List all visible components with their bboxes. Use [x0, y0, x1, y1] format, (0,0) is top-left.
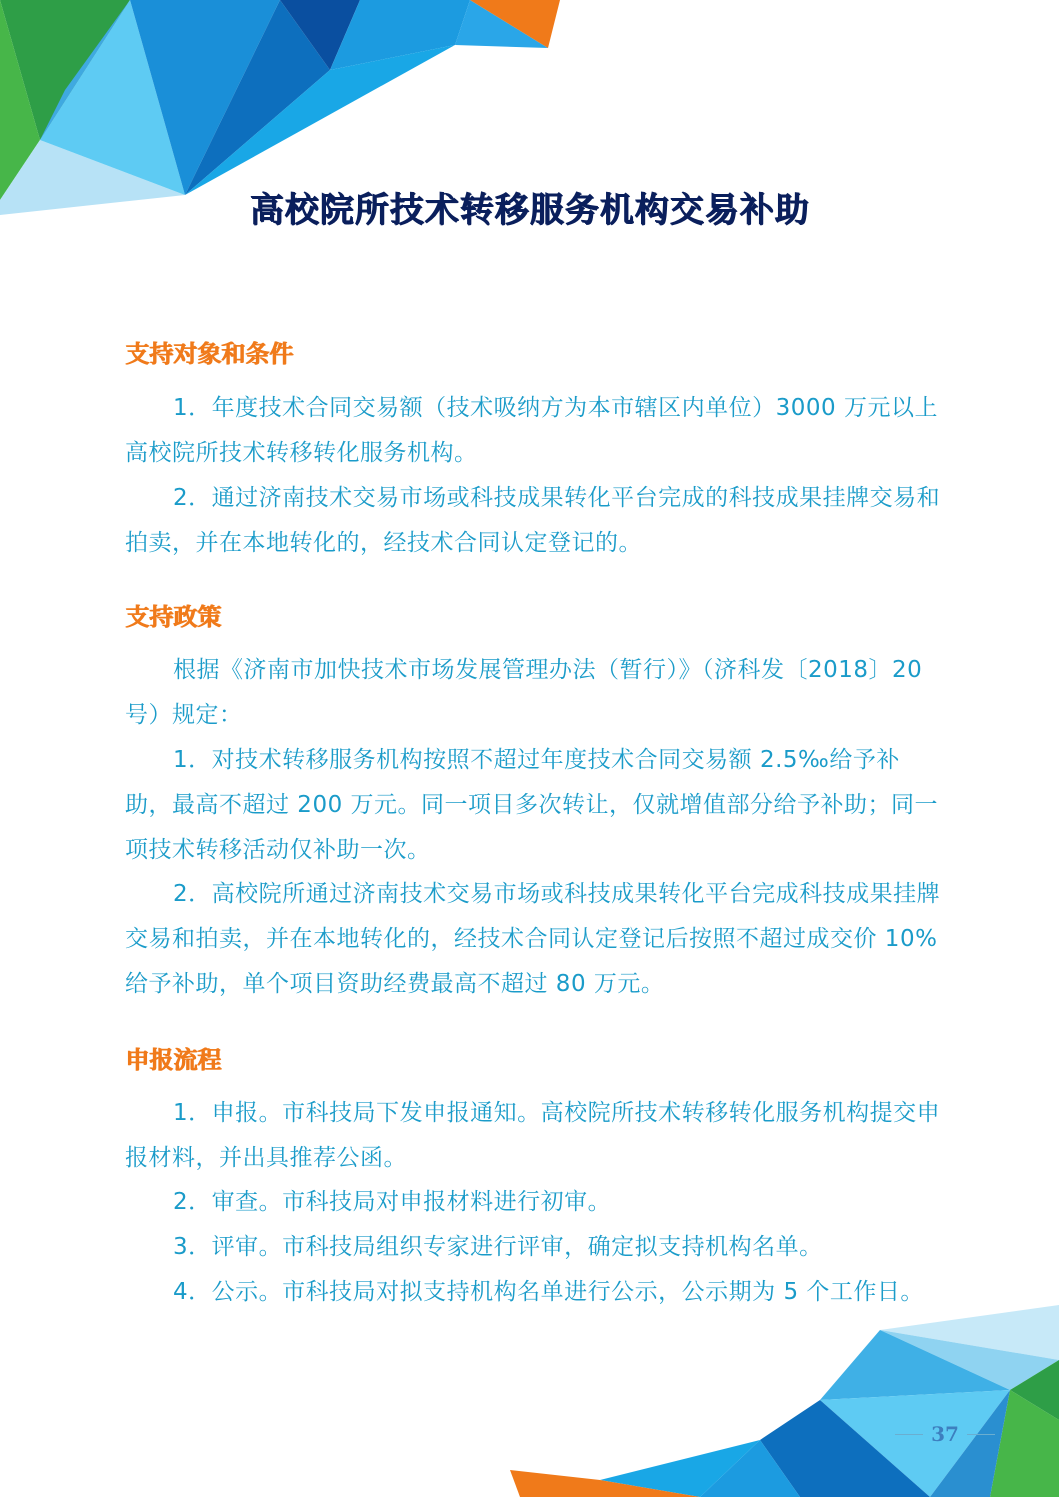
paragraph: 1．申报。市科技局下发申报通知。高校院所技术转移转化服务机构提交申报材料，并出具推荐公函。	[125, 1100, 941, 1171]
section-heading-process: 申报流程	[125, 1045, 221, 1074]
paragraph: 1．年度技术合同交易额（技术吸纳方为本市辖区内单位）3000 万元以上高校院所技术转移转化服务机构。	[125, 395, 938, 466]
page-number-text: 37	[931, 1422, 959, 1446]
paragraph: 2．通过济南技术交易市场或科技成果转化平台完成的科技成果挂牌交易和拍卖，并在本地转化的，经技术合同认定登记的。	[125, 485, 941, 556]
page-number-rule-left	[895, 1434, 923, 1435]
section-heading-policy: 支持政策	[125, 602, 221, 631]
section-heading-eligibility: 支持对象和条件	[125, 339, 293, 368]
page-number	[895, 1419, 995, 1449]
paragraph: 根据《济南市加快技术市场发展管理办法（暂行）》（济科发〔2018〕20 号）规定：	[125, 657, 923, 728]
paragraph: 4．公示。市科技局对拟支持机构名单进行公示，公示期为 5 个工作日。	[173, 1279, 924, 1305]
paragraph: 1．对技术转移服务机构按照不超过年度技术合同交易额 2.5‰给予补助，最高不超过 200 万元。同一项目多次转让，仅就增值部分给予补助；同一项技术转移活动仅补助一次。	[125, 747, 939, 863]
paragraph: 2．审查。市科技局对申报材料进行初审。	[173, 1189, 612, 1215]
page-title: 高校院所技术转移服务机构交易补助	[249, 190, 810, 230]
paragraph: 3．评审。市科技局组织专家进行评审，确定拟支持机构名单。	[173, 1234, 823, 1260]
paragraph: 2．高校院所通过济南技术交易市场或科技成果转化平台完成科技成果挂牌交易和拍卖，并在本地转化的，经技术合同认定登记后按照不超过成交价 10%给予补助，单个项目资助经费最高不超过 80 万元。	[125, 881, 941, 997]
page-number-rule-right	[967, 1434, 995, 1435]
